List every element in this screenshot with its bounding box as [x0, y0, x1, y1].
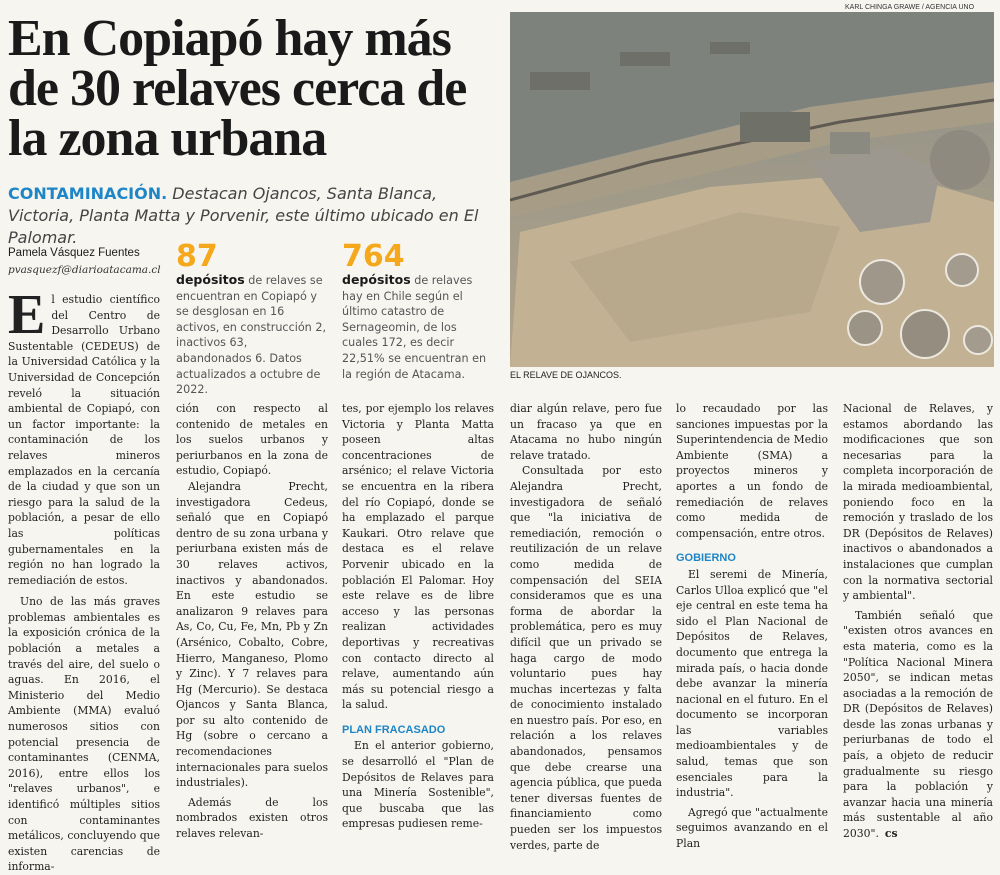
article-column-3: [342, 401, 494, 832]
stat-number-2: 764: [342, 239, 405, 274]
col1-paragraph-1: [8, 284, 160, 588]
col1-paragraph-2: Uno de las más graves problemas ambientales es la exposición crónica de la población a metales a través del aire, del suelo o aguas. En 2016, el Ministerio del Medio Ambiente (MMA) evaluó numerosos sitios con potencial presencia de contaminantes (CENMA, 2016), entre ellos los "relaves urbanos", e identificó múltiples sitios con contaminantes metálicos, concluyendo que existen carencias de informa-: [8, 595, 160, 874]
article-column-1: [8, 284, 160, 875]
aerial-photo: [510, 12, 994, 367]
col3-paragraph-1: tes, por ejemplo los relaves Victoria y Planta Matta poseen altas concentraciones de arsénico; el relave Victoria se encuentra en la ribera del río Copiapó, donde se ha emplazado el parque Kaukari. Otro relave que destaca es el relave Porvenir ubicado en la población El Palomar. Hoy este relave es de libre acceso y las personas realizan actividades deportivas y recreativas con contacto directo al relave, aumentando aún más su potencial riesgo a la salud.: [342, 402, 494, 712]
section-heading-gobierno: GOBIERNO: [676, 552, 736, 565]
col6-paragraph-2: [843, 608, 993, 842]
col5-paragraph-2: El seremi de Minería, Carlos Ulloa explicó que "el eje central en este tema ha sido el Plan Nacional de Depósitos de Relaves, documento que entrega la mirada país, o hacia donde debe avanzar la minería nacional en el futuro. En el documento se incorporan las variables medioambientales y de salud, temas que son esenciales para la industria".: [676, 567, 828, 800]
stat-text-1: [176, 272, 326, 398]
end-mark: cs: [884, 827, 898, 841]
stat-desc-1: de relaves se encuentran en Copiapó y se desglosan en 16 activos, en construcción 2, inactivos 63, abandonados 6. Datos actualizados a octubre de 2022.: [176, 274, 327, 397]
col5-paragraph-1: lo recaudado por las sanciones impuestas por la Superintendencia de Medio Ambiente (SMA) a proyectos mineros y aportes a un fondo de remediación de relaves como medida de compensación, entre otros.: [676, 402, 828, 540]
byline-email: pvasquezf@diarioatacama.cl: [8, 264, 161, 276]
stat-label-2: depósitos: [342, 272, 411, 287]
article-column-5: [676, 401, 828, 852]
byline-author: Pamela Vásquez Fuentes: [8, 247, 140, 259]
subhead-text: Destacan Ojancos, Santa Blanca, Victoria, Planta Matta y Porvenir, este último ubicado en El Palomar.: [8, 184, 479, 247]
photo-credit: KARL CHINGA GRAWE / AGENCIA UNO: [845, 4, 975, 11]
aerial-photo-illustration: [510, 12, 994, 367]
article-column-6: [843, 401, 993, 842]
col6-paragraph-1: Nacional de Relaves, y estamos abordando las modificaciones que son necesarias para la completa incorporación de la mirada medioambiental, poniendo foco en la remoción y traslado de los DR (Depósitos de Relaves) inactivos o abandonados a instalaciones que cumplan con la normativa sectorial y ambiental".: [843, 402, 993, 603]
subhead: [8, 183, 498, 249]
article-column-2: [176, 401, 328, 842]
col2-paragraph-2: Alejandra Precht, investigadora Cedeus, señaló que en Copiapó dentro de su zona urbana y periurbana existen más de 30 relaves activos, inactivos y abandonados. En este estudio se analizaron 9 relaves para As, Co, Cu, Fe, Mn, Pb y Zn (Arsénico, Cobalto, Cobre, Hierro, Manganeso, Plomo y Zinc). Y 7 relaves para Hg (Mercurio). Se destaca Ojancos y Santa Blanca, por su alto contenido de Hg (sobre o cercano a recomendaciones internacionales para suelos industriales).: [176, 479, 328, 790]
col2-paragraph-1: ción con respecto al contenido de metales en los suelos urbanos y periurbanos en la zona de estudio, Copiapó.: [176, 402, 328, 478]
dropcap: E: [8, 284, 46, 346]
photo-caption: EL RELAVE DE OJANCOS.: [510, 370, 622, 380]
stat-text-2: [342, 272, 494, 382]
col2-paragraph-3: Además de los nombrados existen otros relaves relevan-: [176, 795, 328, 841]
col4-paragraph-1: diar algún relave, pero fue un fracaso ya que en Atacama no hubo ningún relave tratado.: [510, 402, 662, 462]
col3-paragraph-2: En el anterior gobierno, se desarrolló el "Plan de Depósitos de Relaves para una Minería Sostenible", que buscaba que las empresas pudiesen reme-: [342, 739, 494, 831]
col6-text-2: También señaló que "existen otros avances en esta materia, como es la "Política Nacional Minera 2050", se indican metas asociadas a la remoción de DR (Depósitos de Relaves) desde las zonas urbanas y periurbanas de todo el país, a objeto de reducir gradualmente su riesgo para la población y avanzar hacia una minería más sustentable al año 2030".: [843, 608, 993, 841]
col1-text-1: l estudio científico del Centro de Desarrollo Urbano Sustentable (CEDEUS) de la Universidad Católica y la Universidad de Concepción reveló la situación ambiental de Copiapó, con un factor importante: la contaminación de los relaves mineros emplazados en la cercanía de la ciudad y que son un riesgo para la salud de la población, a pesar de ello las políticas gubernamentales en la región no han logrado la remediación de estos.: [8, 293, 160, 587]
section-heading-plan-fracasado: PLAN FRACASADO: [342, 723, 446, 736]
col5-paragraph-3: Agregó que "actualmente seguimos avanzando en el Plan: [676, 805, 828, 851]
stat-box-2: [342, 239, 494, 382]
subhead-kicker: CONTAMINACIÓN.: [8, 184, 168, 203]
headline: En Copiapó hay más de 30 relaves cerca de la zona urbana: [8, 10, 467, 167]
col4-paragraph-2: Consultada por esto Alejandra Precht, investigadora de señaló que "la iniciativa de remediación, remoción o reutilización de un relave como medida de compensación del SEIA consideramos que es una forma de abordar la problemática, pero es muy difícil que un privado se haga cargo de modo voluntario pues hay muchas incertezas y falta de conocimiento instalado en nuestro país. Por eso, en relación a los relaves abandonados, pensamos que debe crearse una agencia pública, que pueda tener diversas fuentes de financiamiento como pueden ser los impuestos verdes, parte de: [510, 464, 662, 852]
stat-label-1: depósitos: [176, 272, 245, 287]
article-column-4: [510, 401, 662, 853]
stat-number-1: 87: [176, 239, 218, 274]
stat-desc-2: de relaves hay en Chile según el último catastro de Sernageomin, de los cuales 172, es decir 22,51% se encuentran en la región de Atacama.: [342, 274, 487, 381]
stat-box-1: [176, 239, 327, 398]
